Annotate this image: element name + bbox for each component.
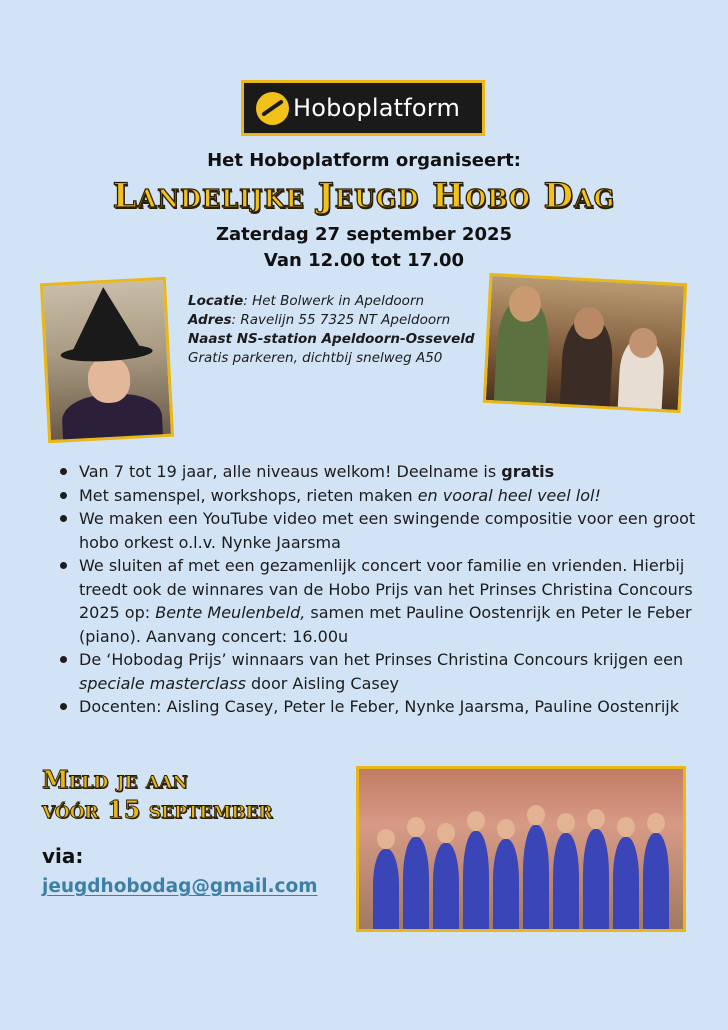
- logo-text: Hoboplatform: [293, 94, 461, 122]
- organizer-line: Het Hoboplatform organiseert:: [207, 150, 521, 171]
- bullet-end: door Aisling Casey: [245, 673, 400, 693]
- bullet-bold: gratis: [501, 462, 555, 481]
- locatie-value: : Het Bolwerk in Apeldoorn: [243, 293, 425, 309]
- parking-line: Gratis parkeren, dichtbij snelweg A50: [188, 350, 443, 366]
- list-item: [58, 648, 708, 695]
- list-item: Docenten: Aisling Casey, Peter le Feber, Nynke Jaarsma, Pauline Oostenrijk: [58, 695, 708, 719]
- page-title: Landelijke Jeugd Hobo Dag: [112, 176, 616, 216]
- hoboplatform-logo: [241, 80, 485, 136]
- bullet-end: samen met Pauline Oostenrijk en Peter le Feber (piano). Aanvang concert: 16.00u: [79, 603, 692, 646]
- kid-shape: [493, 839, 519, 929]
- via-label: via:: [42, 844, 84, 868]
- adres-label: Adres: [188, 312, 232, 328]
- kid-shape: [643, 833, 669, 929]
- kid-shape: [613, 837, 639, 929]
- kid-shape: [463, 831, 489, 929]
- location-info: [188, 292, 478, 368]
- bullet-text: De ‘Hobodag Prijs’ winnaars van het Prinses Christina Concours krijgen een: [79, 650, 684, 669]
- kid-shape: [553, 833, 579, 929]
- kid-shape: [583, 829, 609, 929]
- event-time: Van 12.00 tot 17.00: [263, 250, 465, 271]
- bullet-text: We sluiten af met een gezamenlijk concert voor familie en vrienden. Hierbij treedt ook de winnares van de Hobo Prijs van het Prinses Christina Concours 2025 op:: [79, 556, 693, 622]
- event-date: Zaterdag 27 september 2025: [215, 224, 513, 245]
- cta-line-1: Meld je aan: [42, 765, 188, 794]
- bullet-handwritten: en vooral heel veel lol: [417, 485, 595, 505]
- info-bullet-list: [58, 460, 708, 719]
- list-item: [58, 460, 708, 484]
- station-line: [188, 330, 478, 349]
- adres-line: [188, 311, 478, 330]
- kid-shape: [523, 825, 549, 929]
- cta-line-2: vóór 15 september: [42, 795, 273, 824]
- email-link[interactable]: jeugdhobodag@gmail.com: [42, 876, 318, 897]
- photo-witch-oboist: [40, 277, 174, 443]
- kid-shape: [433, 843, 459, 929]
- adres-value: : Ravelijn 55 7325 NT Apeldoorn: [231, 312, 451, 328]
- locatie-label: Locatie: [188, 293, 244, 309]
- list-item: We maken een YouTube video met een swingende compositie voor een groot hobo orkest o.l.v. Nynke Jaarsma: [58, 507, 708, 554]
- bullet-italic: Bente Meulenbeld,: [155, 603, 306, 622]
- oboe-circle-icon: [256, 92, 289, 125]
- face-shape: [87, 356, 131, 404]
- photo-youth-oboe-group: [356, 766, 686, 932]
- bullet-italic: speciale masterclass: [79, 673, 246, 693]
- bullet-text: Met samenspel, workshops, rieten maken: [79, 485, 418, 505]
- list-item: [58, 554, 708, 648]
- list-item: [58, 484, 708, 508]
- station-text: Naast NS-station Apeldoorn-Osseveld: [188, 331, 475, 347]
- photo-three-oboists: [483, 273, 688, 413]
- kid-shape: [403, 837, 429, 929]
- bullet-text: Van 7 tot 19 jaar, alle niveaus welkom! Deelname is: [79, 462, 502, 481]
- bullet-end: !: [594, 485, 601, 505]
- kid-shape: [373, 849, 399, 929]
- locatie-line: [188, 292, 478, 311]
- signup-call-to-action: [42, 765, 273, 825]
